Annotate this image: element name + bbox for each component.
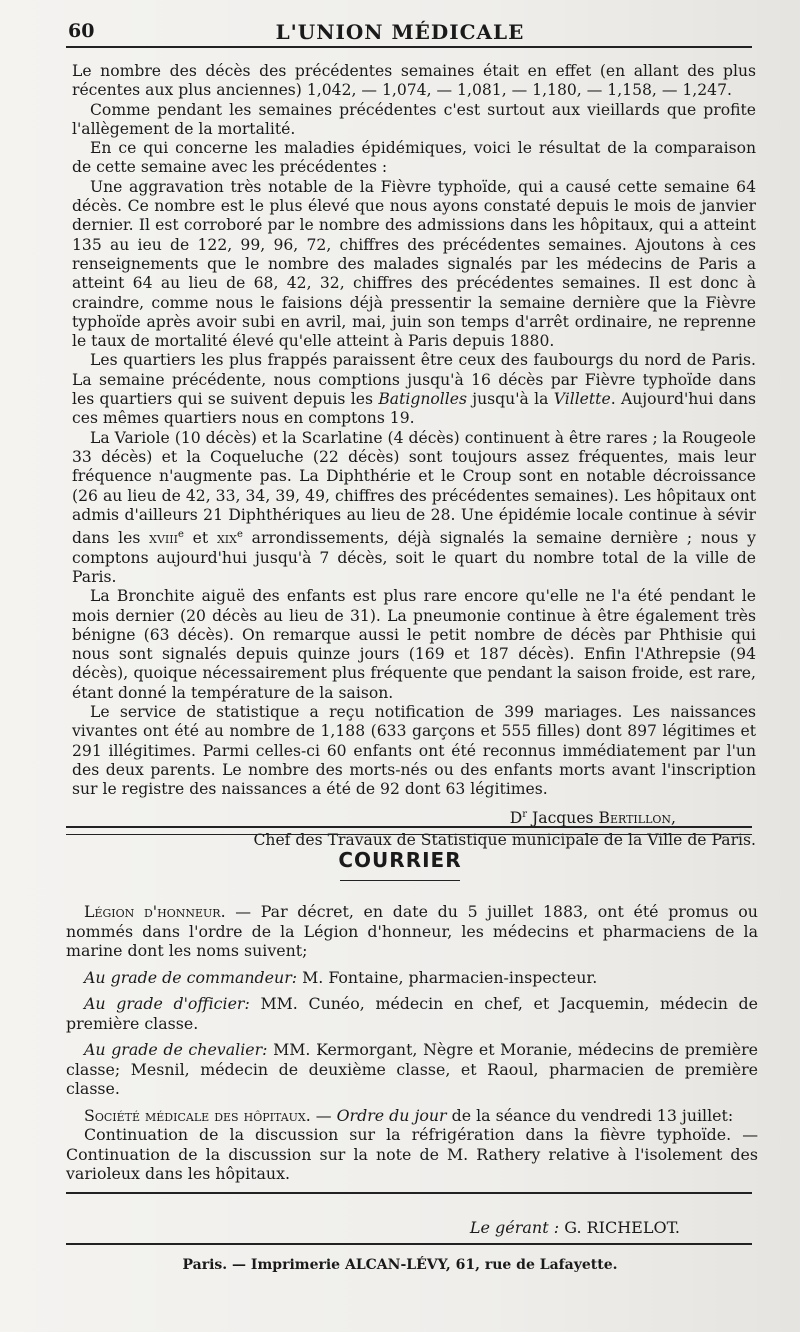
text-run: D <box>509 809 523 828</box>
courrier-paragraph <box>66 994 758 1033</box>
text-run: jusqu'à la <box>466 390 554 409</box>
courrier-paragraph <box>66 1040 758 1099</box>
superscript: e <box>236 529 243 541</box>
printer-imprint: Paris. — Imprimerie ALCAN-LÉVY, 61, rue de Lafayette. <box>182 1257 618 1273</box>
courrier-paragraph: Continuation de la discussion sur la réfrigération dans la fièvre typhoïde. — Continuation de la discussion sur la note de M. Rathery relative à l'isolement des varioleux dans les hôpitaux. <box>66 1125 758 1183</box>
text-run: — Par décret, en date du 5 juillet 1883, ont été promus ou nommés dans l'ordre de la Légion d'honneur, les médecins et pharmaciens de la marine dont les noms suivent; <box>66 902 758 960</box>
section-title: COURRIER <box>338 848 462 872</box>
text-run: MM. Kermorgant, Nègre et Moranie, médecins de première classe; Mesnil, médecin de deuxième classe, et Raoul, pharmacien de première classe. <box>66 1040 758 1098</box>
signature-title: Chef des Travaux de Statistique municipale de la Ville de Paris. <box>253 830 756 849</box>
grade-label: Au grade de chevalier: <box>84 1040 268 1059</box>
grade-label: Au grade d'officier: <box>84 994 250 1013</box>
text-run: , <box>671 809 676 828</box>
gerant-name: G. RICHELOT. <box>559 1218 680 1237</box>
roman-numeral: xviii <box>149 529 178 548</box>
footer-rule <box>66 1243 752 1245</box>
page-number: 60 <box>68 20 95 42</box>
article-paragraph: La Bronchite aiguë des enfants est plus rare encore qu'elle ne l'a été pendant le mois dernier (20 décès au lieu de 31). La pneumonie continue à être également très bénigne (63 décès). On remarque aussi le petit nombre de décès par Phthisie qui nous sont signalés depuis quinze jours (169 et 187 décès). Enfin l'Athrepsie (94 décès), quoique nécessairement plus fréquente que pendant la saison froide, est rare, étant donné la température de la saison. <box>72 587 756 702</box>
text-run: arrondissements, déjà signalés la semaine dernière ; nous y comptons aujourd'hui jusqu'à 7 décès, soit le quart du nombre total de la ville de Paris. <box>72 529 756 586</box>
courrier-paragraph <box>66 902 758 961</box>
gerant-line <box>470 1218 680 1237</box>
journal-title: L'UNION MÉDICALE <box>275 20 525 44</box>
section-divider <box>66 826 752 835</box>
superscript: e <box>177 529 184 541</box>
article-paragraph <box>72 429 756 588</box>
roman-numeral: xix <box>216 529 237 548</box>
article-paragraph: En ce qui concerne les maladies épidémiques, voici le résultat de la comparaison de cette semaine avec les précédentes : <box>72 139 756 177</box>
header-rule <box>66 46 752 48</box>
text-run: de la séance du vendredi 13 juillet: <box>446 1105 734 1125</box>
article-paragraph: Une aggravation très notable de la Fièvre typhoïde, qui a causé cette semaine 64 décès. Ce nombre est le plus élevé que nous ayons constaté depuis le mois de janvier dernier. Il est corroboré par le nombre des admissions dans les hôpitaux, qui a atteint 135 au ieu de 122, 99, 96, 72, chiffres des précédentes semaines. Ajoutons à ces renseignements que le nombre des malades signalés par les médecins de Paris a atteint 64 au lieu de 68, 42, 32, chiffres des précédentes semaines. Il est donc à craindre, comme nous le faisions déjà pressentir la semaine dernière que la Fièvre typhoïde après avoir subi en avril, mai, juin son temps d'arrêt ordinaire, ne reprenne le taux de mortalité élevé qu'elle atteint à Paris depuis 1880. <box>72 177 756 351</box>
statistics-article <box>72 62 756 850</box>
footer-rule <box>66 1192 752 1194</box>
section-label: Société médicale des hôpitaux. <box>84 1105 311 1125</box>
title-underline <box>340 880 460 881</box>
article-paragraph <box>72 351 756 428</box>
place-name: Villette <box>553 390 611 409</box>
page-header <box>0 14 800 50</box>
text-run: Les quartiers les plus frappés paraissent être ceux des faubourgs du nord de Paris. La semaine précédente, nous comptions jusqu'à 16 décès par Fièvre typhoïde dans les quartiers qui se suivent depuis les <box>72 351 756 409</box>
article-paragraph: Le nombre des décès des précédentes semaines était en effet (en allant des plus récentes aux plus anciennes) 1,042, — 1,074, — 1,081, — 1,180, — 1,158, — 1,247. <box>72 62 756 100</box>
superscript: r <box>522 809 528 821</box>
courrier-paragraph <box>66 1106 758 1126</box>
text-run: Jacques <box>527 809 599 828</box>
text-run: et <box>183 529 217 548</box>
grade-label: Au grade de commandeur: <box>84 967 298 987</box>
agenda-label: Ordre du jour <box>336 1105 447 1125</box>
text-run: M. Fontaine, pharmacien-inspecteur. <box>297 967 598 987</box>
text-run: . Aujourd'hui dans ces mêmes quartiers nous en comptons 19. <box>72 390 756 428</box>
place-name: Batignolles <box>378 390 467 409</box>
text-run: MM. Cunéo, médecin en chef, et Jacquemin, médecin de première classe. <box>66 994 759 1033</box>
courrier-section <box>66 902 758 1191</box>
text-run: — <box>310 1105 337 1125</box>
article-paragraph: Le service de statistique a reçu notification de 399 mariages. Les naissances vivantes ont été au nombre de 1,188 (633 garçons et 555 filles) dont 897 légitimes et 291 illégitimes. Parmi celles-ci 60 enfants ont été reconnus immédiatement par l'un des deux parents. Le nombre des morts-nés ou des enfants morts avant l'inscription sur le registre des naissances a été de 92 dont 63 légitimes. <box>72 702 756 799</box>
text-run: La Variole (10 décès) et la Scarlatine (4 décès) continuent à être rares ; la Rougeole 33 décès) et la Coqueluche (22 décès) sont toujours assez fréquentes, mais leur fréquence n'augmente pas. La Diphthérie et le Croup sont en notable décroissance (26 au lieu de 42, 33, 34, 39, 49, chiffres des précédentes semaines). Les hôpitaux ont admis d'ailleurs 21 Diphthériques au lieu de 28. Une épidémie locale continue à sévir dans les <box>72 428 756 548</box>
surname: Bertillon <box>598 809 672 828</box>
courrier-paragraph <box>66 968 758 988</box>
gerant-label: Le gérant : <box>469 1218 560 1237</box>
article-paragraph: Comme pendant les semaines précédentes c'est surtout aux vieillards que profite l'allègement de la mortalité. <box>72 100 756 138</box>
section-label: Légion d'honneur. <box>84 902 226 921</box>
